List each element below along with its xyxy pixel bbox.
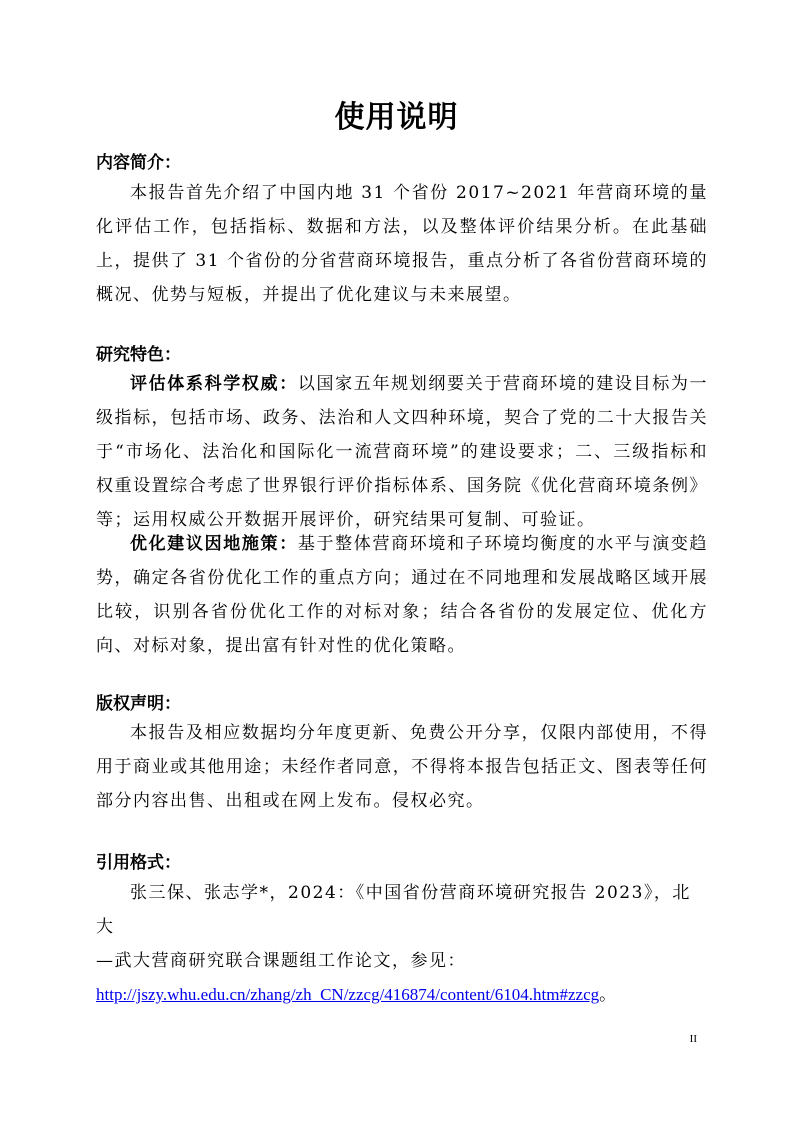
citation-link-line [96,978,708,1012]
citation-heading: 引用格式： [96,853,181,873]
citation-line-2: —武大营商研究联合课题组工作论文，参见： [96,951,466,971]
features-p2-text: 基于整体营商环境和子环境均衡度的水平与演变趋势，确定各省份优化工作的重点方向；通过在不同地理和发展战略区域开展比较，识别各省份优化工作的对标对象；结合各省份的发展定位、优化方向、对标对象，提出富有针对性的优化策略。 [96,534,709,656]
features-paragraph-2 [96,527,708,663]
page-number: II [689,1033,697,1045]
intro-heading: 内容简介： [96,153,181,173]
features-heading: 研究特色： [96,345,181,365]
citation-link-suffix: 。 [599,985,618,1005]
intro-paragraph: 本报告首先介绍了中国内地 31 个省份 2017~2021 年营商环境的量化评估工作，包括指标、数据和方法，以及整体评价结果分析。在此基础上，提供了 31 个省份的分省营商环境报告，重点分析了各省份营商环境的概况、优势与短板，并提出了优化建议与未来展望。 [96,183,708,305]
features-p2-label: 优化建议因地施策： [130,534,298,554]
citation-line-1: 张三保、张志学*，2024：《中国省份营商环境研究报告 2023》，北大 [96,883,691,937]
features-p1-label: 评估体系科学权威： [130,374,298,394]
citation-link[interactable]: http://jszy.whu.edu.cn/zhang/zh_CN/zzcg/416874/content/6104.htm#zzcg [96,985,600,1004]
citation-block [96,876,708,1012]
copyright-heading: 版权声明： [96,694,181,714]
features-paragraph-1 [96,367,708,537]
features-p1-text: 以国家五年规划纲要关于营商环境的建设目标为一级指标，包括市场、政务、法治和人文四种环境，契合了党的二十大报告关于“市场化、法治化和国际化一流营商环境”的建设要求；二、三级指标和权重设置综合考虑了世界银行评价指标体系、国务院《优化营商环境条例》等；运用权威公开数据开展评价，研究结果可复制、可验证。 [96,374,709,530]
copyright-paragraph: 本报告及相应数据均分年度更新、免费公开分享，仅限内部使用，不得用于商业或其他用途；未经作者同意，不得将本报告包括正文、图表等任何部分内容出售、出租或在网上发布。侵权必究。 [96,723,708,811]
page-title: 使用说明 [334,100,459,135]
